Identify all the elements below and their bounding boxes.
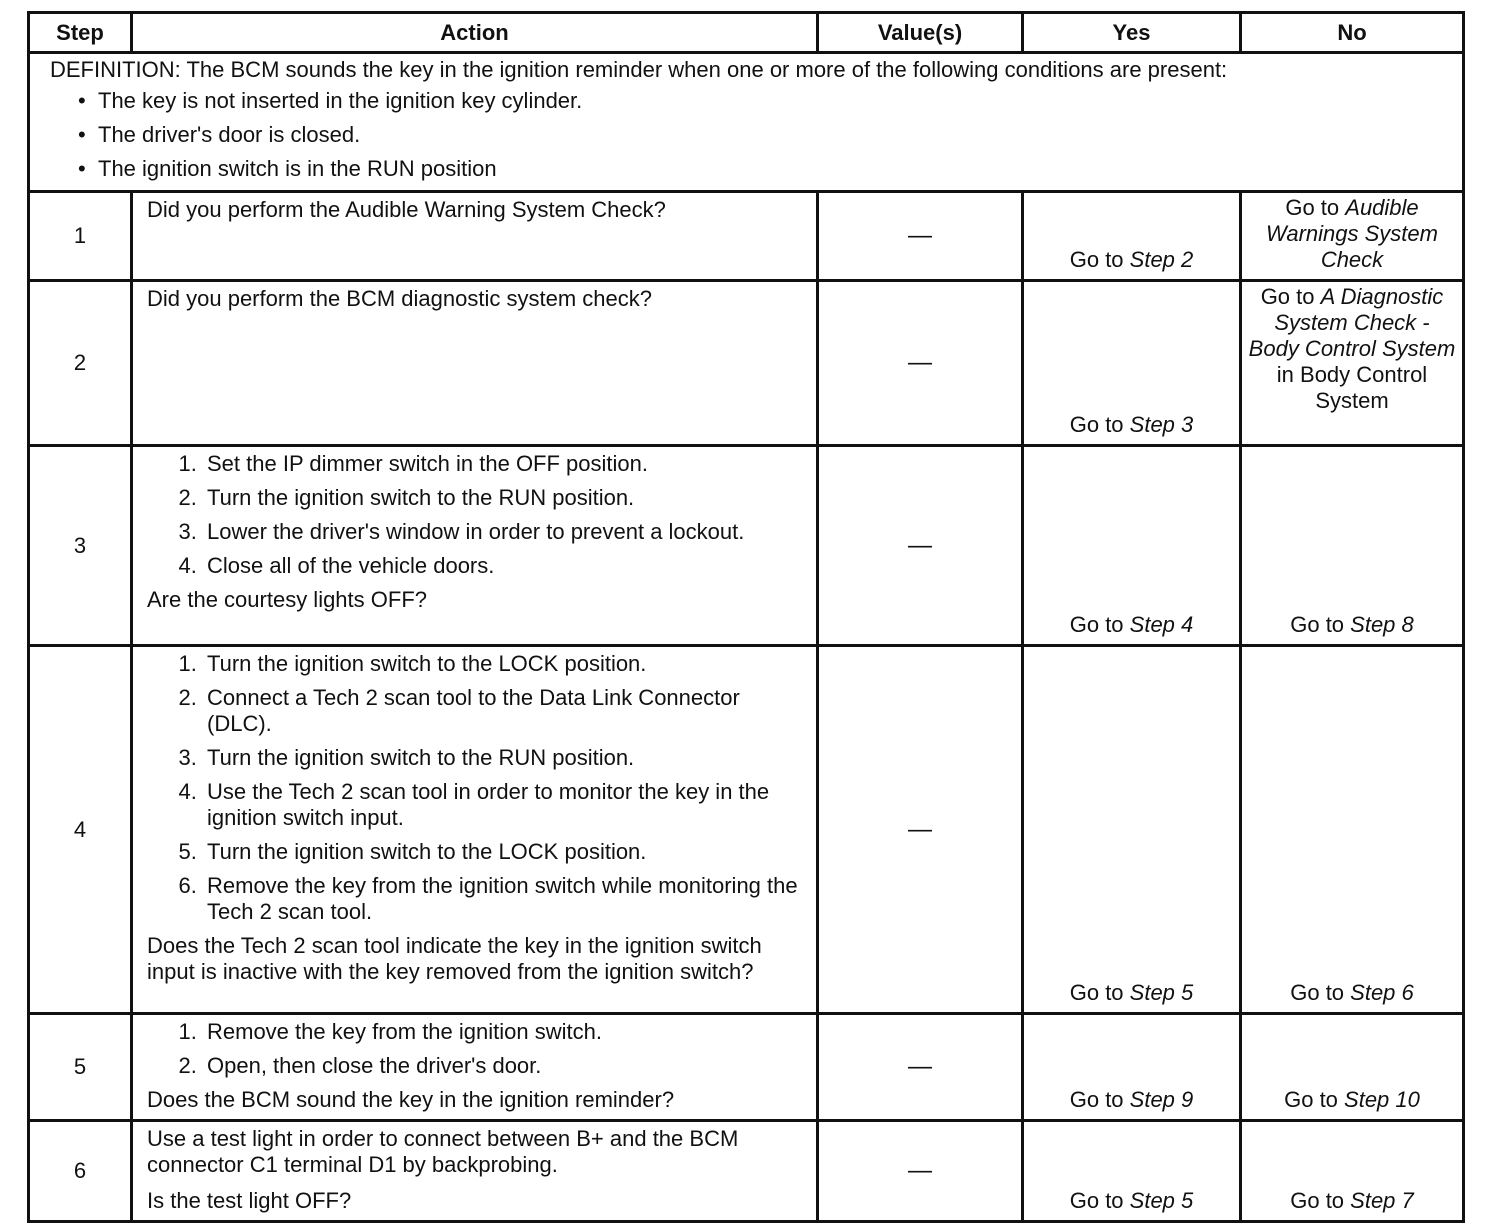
instruction-item: 6. Remove the key from the ignition switch while monitoring the Tech 2 scan tool. — [203, 873, 802, 925]
instruction-item: 3. Lower the driver's window in order to prevent a lockout. — [203, 519, 802, 545]
goto-link[interactable]: A Diagnostic System Check - Body Control System — [1248, 284, 1456, 361]
diagnostic-table — [27, 11, 1465, 1223]
goto-label: Go to — [1290, 980, 1351, 1005]
goto-link[interactable]: Step 6 — [1350, 980, 1414, 1005]
instruction-item: 2. Connect a Tech 2 scan tool to the Data Link Connector (DLC). — [203, 685, 802, 737]
goto-label: Go to — [1285, 195, 1346, 220]
definition-conditions — [50, 84, 1462, 186]
instruction-list — [147, 1019, 802, 1079]
yes-cell — [1023, 281, 1241, 446]
goto-link[interactable]: Step 4 — [1129, 612, 1194, 637]
instruction-item: 4. Use the Tech 2 scan tool in order to monitor the key in the ignition switch input. — [203, 779, 802, 831]
goto-link[interactable]: Step 9 — [1129, 1087, 1194, 1112]
step-number: 6 — [29, 1121, 132, 1222]
step-number: 3 — [29, 446, 132, 646]
goto-link[interactable]: Step 10 — [1344, 1087, 1420, 1112]
goto-label: Go to — [1290, 612, 1351, 637]
question-text: Does the BCM sound the key in the ignition reminder? — [147, 1087, 675, 1112]
goto-suffix: in Body Control System — [1276, 362, 1428, 413]
goto-label: Go to — [1260, 284, 1321, 309]
yes-cell — [1023, 446, 1241, 646]
no-cell — [1241, 1121, 1464, 1222]
no-cell — [1241, 1014, 1464, 1121]
value-cell: — — [818, 1014, 1023, 1121]
yes-cell — [1023, 1014, 1241, 1121]
header-step: Step — [29, 13, 132, 53]
value-cell: — — [818, 1121, 1023, 1222]
goto-label: Go to — [1290, 1188, 1351, 1213]
no-cell — [1241, 281, 1464, 446]
instruction-item: 2. Open, then close the driver's door. — [203, 1053, 802, 1079]
question-text: Did you perform the Audible Warning System Check? — [147, 197, 666, 222]
instruction-item: 3. Turn the ignition switch to the RUN position. — [203, 745, 802, 771]
table-row — [29, 646, 1464, 1014]
condition-item: • The driver's door is closed. — [78, 118, 1462, 152]
instruction-item: 4. Close all of the vehicle doors. — [203, 553, 802, 579]
table-row — [29, 1121, 1464, 1222]
question-text: Use a test light in order to connect between B+ and the BCM connector C1 terminal D1 by backprobing. — [147, 1126, 739, 1177]
goto-link[interactable]: Step 2 — [1129, 247, 1194, 272]
no-cell — [1241, 192, 1464, 281]
table-row — [29, 1014, 1464, 1121]
table-row — [29, 281, 1464, 446]
instruction-item: 2. Turn the ignition switch to the RUN position. — [203, 485, 802, 511]
instruction-list — [147, 651, 802, 925]
action-cell — [132, 646, 818, 1014]
definition-row — [29, 53, 1464, 192]
instruction-item: 1. Turn the ignition switch to the LOCK position. — [203, 651, 802, 677]
definition-text: DEFINITION: The BCM sounds the key in the ignition reminder when one or more of the following conditions are present: — [50, 57, 1228, 82]
question-text: Did you perform the BCM diagnostic system check? — [147, 286, 652, 311]
yes-cell — [1023, 192, 1241, 281]
header-values: Value(s) — [818, 13, 1023, 53]
action-cell — [132, 1014, 818, 1121]
no-cell — [1241, 446, 1464, 646]
instruction-item: 1. Set the IP dimmer switch in the OFF position. — [203, 451, 802, 477]
step-number: 2 — [29, 281, 132, 446]
value-cell: — — [818, 646, 1023, 1014]
action-cell — [132, 1121, 818, 1222]
header-no: No — [1241, 13, 1464, 53]
instruction-item: 1. Remove the key from the ignition switch. — [203, 1019, 802, 1045]
goto-label: Go to — [1069, 247, 1130, 272]
instruction-item: 5. Turn the ignition switch to the LOCK position. — [203, 839, 802, 865]
action-cell — [132, 192, 818, 281]
no-cell — [1241, 646, 1464, 1014]
question-text: Are the courtesy lights OFF? — [147, 587, 427, 612]
question-text: Is the test light OFF? — [147, 1188, 352, 1213]
table-row — [29, 192, 1464, 281]
header-yes: Yes — [1023, 13, 1241, 53]
step-number: 1 — [29, 192, 132, 281]
goto-link[interactable]: Step 7 — [1350, 1188, 1414, 1213]
goto-label: Go to — [1069, 412, 1130, 437]
table-row — [29, 446, 1464, 646]
goto-link[interactable]: Step 5 — [1129, 1188, 1194, 1213]
action-cell — [132, 281, 818, 446]
header-action: Action — [132, 13, 818, 53]
action-cell — [132, 446, 818, 646]
goto-link[interactable]: Step 8 — [1350, 612, 1414, 637]
goto-label: Go to — [1069, 612, 1130, 637]
question-text: Does the Tech 2 scan tool indicate the key in the ignition switch input is inactive with the key removed from the ignition switch? — [147, 933, 762, 984]
goto-label: Go to — [1069, 1087, 1130, 1112]
header-row — [29, 13, 1464, 53]
condition-item: • The key is not inserted in the ignition key cylinder. — [78, 84, 1462, 118]
condition-item: • The ignition switch is in the RUN position — [78, 152, 1462, 186]
goto-link[interactable]: Step 5 — [1129, 980, 1194, 1005]
goto-link[interactable]: Step 3 — [1129, 412, 1194, 437]
value-cell: — — [818, 446, 1023, 646]
yes-cell — [1023, 646, 1241, 1014]
definition-cell — [29, 53, 1464, 192]
value-cell: — — [818, 192, 1023, 281]
instruction-list — [147, 451, 802, 579]
step-number: 5 — [29, 1014, 132, 1121]
goto-link[interactable]: Audible Warnings System Check — [1266, 195, 1438, 272]
goto-label: Go to — [1284, 1087, 1345, 1112]
step-number: 4 — [29, 646, 132, 1014]
yes-cell — [1023, 1121, 1241, 1222]
value-cell: — — [818, 281, 1023, 446]
goto-label: Go to — [1069, 1188, 1130, 1213]
goto-label: Go to — [1069, 980, 1130, 1005]
